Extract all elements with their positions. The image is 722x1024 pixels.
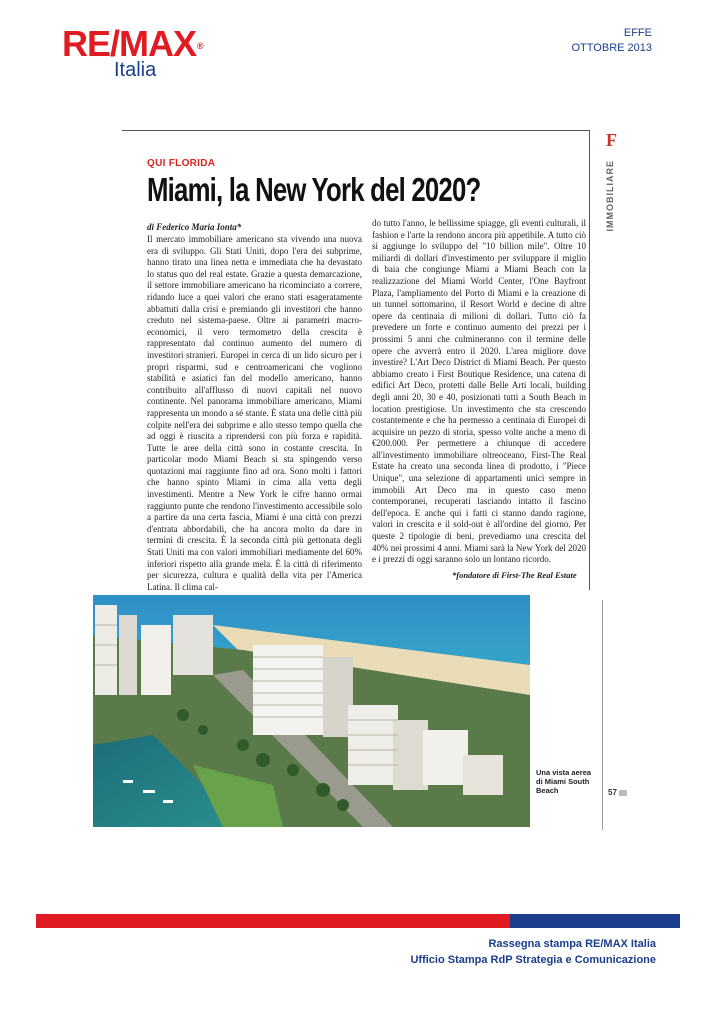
divider: [602, 600, 603, 830]
divider: [589, 130, 590, 590]
footer-line-1: Rassegna stampa RE/MAX Italia: [488, 938, 656, 950]
section-name: IMMOBILIARE: [605, 160, 615, 232]
logo-subtitle: Italia: [114, 59, 157, 81]
section-label: [599, 130, 629, 240]
footer-bar-red: [36, 914, 510, 928]
publication-date: OTTOBRE 2013: [571, 42, 652, 54]
publication-name: EFFE: [623, 27, 652, 39]
article-byline: di Federico Maria Ionta*: [147, 222, 242, 232]
article-column-2: do tutto l'anno, le bellissime spiagge, gli eventi culturali, il fashion e l'arte la rendono ancora più appetibile. A tutto ciò si aggiunge lo sviluppo del "10 billion mile". Oltre 10 miliardi di dollari d'investimento per sviluppare il miglio di baia che congiunge Miami a Miami Beach con la realizzazione del Miami World Center, l'One Bayfront Plaza, l'ampliamento del Porto di Miami e la creazione di un tunnel sottomarino, il Resort World e decine di altre opere da centinaia di milioni di dollari. Tutto ciò fa prevedere un forte e continuo aumento dei prezzi per i prossimi 5 anni che culmineranno con il termine delle opere che avverrà entro il 2020. L'area migliore dove investire? L'Art Deco District di Miami Beach. Per questo abbiamo creato i First Boutique Residence, una catena di edifici Art Deco, protetti dalle Belle Arti locali, building degli anni 20, 30 e 40, posizionati tutti a South Beach in location prestigiose. Un investimento che sta crescendo costantemente e che ha permesso a centinaia di Europei di acquisire un pezzo di storia, spesso volte anche a meno di €200.000. Per permettere a chiunque di accedere all'investimento immobiliare oltreoceano, First-The Real Estate ha creato una seconda linea di prodotto, i "Piece Unique", una selezione di appartamenti unici sempre in immobili Art Deco ma in questo caso meno contemporanei, recuperati lasciando intatto il fascino dell'epoca. E anche qui i fatti ci stanno dando ragione, valori in crescita e il sold-out è all'ordine del giorno. Per queste 2 tipologie di beni, prevediamo una crescita del 40% nei prossimi 4 anni. Miami sarà la New York del 2020 e i prezzi di oggi saranno solo un lontano ricordo.: [372, 218, 586, 565]
article-column-1: Il mercato immobiliare americano sta vivendo una nuova era di sviluppo. Gli Stati Uniti, dopo l'era dei subprime, hanno tirato una linea netta e immediata che ha devastato lo status quo del real estate. Grazie a questa demarcazione, il settore immobiliare americano ha ricominciato a correre, ridando luce a quei valori che erano stati esageratamente abbattuti dalla crisi e premiando gli investitori che hanno creduto nel sistema-paese. Oltre ai parametri macro-economici, il vero termometro della crescita è rappresentato dal continuo aumento del numero di investitori stranieri. Europei in cerca di un lido sicuro per i propri risparmi, sud e centroamericani che vogliono stabilità e asiatici fan del modello americano, hanno contribuito all'afflusso di nuovi capitali nel nuovo continente. Nel panorama immobiliare americano, Miami rappresenta un mondo a sé stante. È stata una delle città più colpite nell'era dei subprime e allo stesso tempo quella che ad oggi è riuscita a riprendersi con più forza e rapidità. Tutte le aree della città sono in costante crescita. In particolar modo Miami Beach si sta spingendo verso quotazioni mai raggiunte fino ad ora. Sono molti i fattori che hanno spinto Miami in cima alla vetta degli investimenti. Mentre a New York le cifre hanno ormai raggiunto punte che rendono l'investimento accessibile solo a partire da una certa fascia, Miami è una città con prezzi d'entrata abbordabili, che ha ancora molto da dare in termini di crescita. È la seconda città più gettonata degli Stati Uniti ma con valori immobiliari mediamente del 60% inferiori rispetto alla grande mela. È la città di riferimento per sicurezza, cultura e qualità della vita per l'America Latina. Il clima cal-: [147, 234, 362, 592]
aerial-photo: [93, 595, 530, 827]
footer-bar-blue: [510, 914, 680, 928]
logo-wordmark: RE/MAX®: [62, 23, 203, 64]
footer-line-2: Ufficio Stampa RdP Strategia e Comunicazione: [410, 954, 656, 966]
publication-info: [572, 26, 653, 56]
article-scan: [92, 130, 632, 830]
footer-credits: [410, 936, 656, 968]
miami-aerial-image: [93, 595, 530, 827]
article-headline: Miami, la New York del 2020?: [147, 171, 481, 208]
page-number: 57: [608, 788, 627, 797]
photo-caption: Una vista aerea di Miami South Beach: [536, 768, 592, 795]
article-footnote: *fondatore di First-The Real Estate: [452, 570, 577, 580]
remax-logo: [62, 24, 202, 84]
article-kicker: QUI FLORIDA: [147, 158, 216, 169]
section-letter: F: [606, 130, 617, 150]
divider: [122, 130, 590, 131]
